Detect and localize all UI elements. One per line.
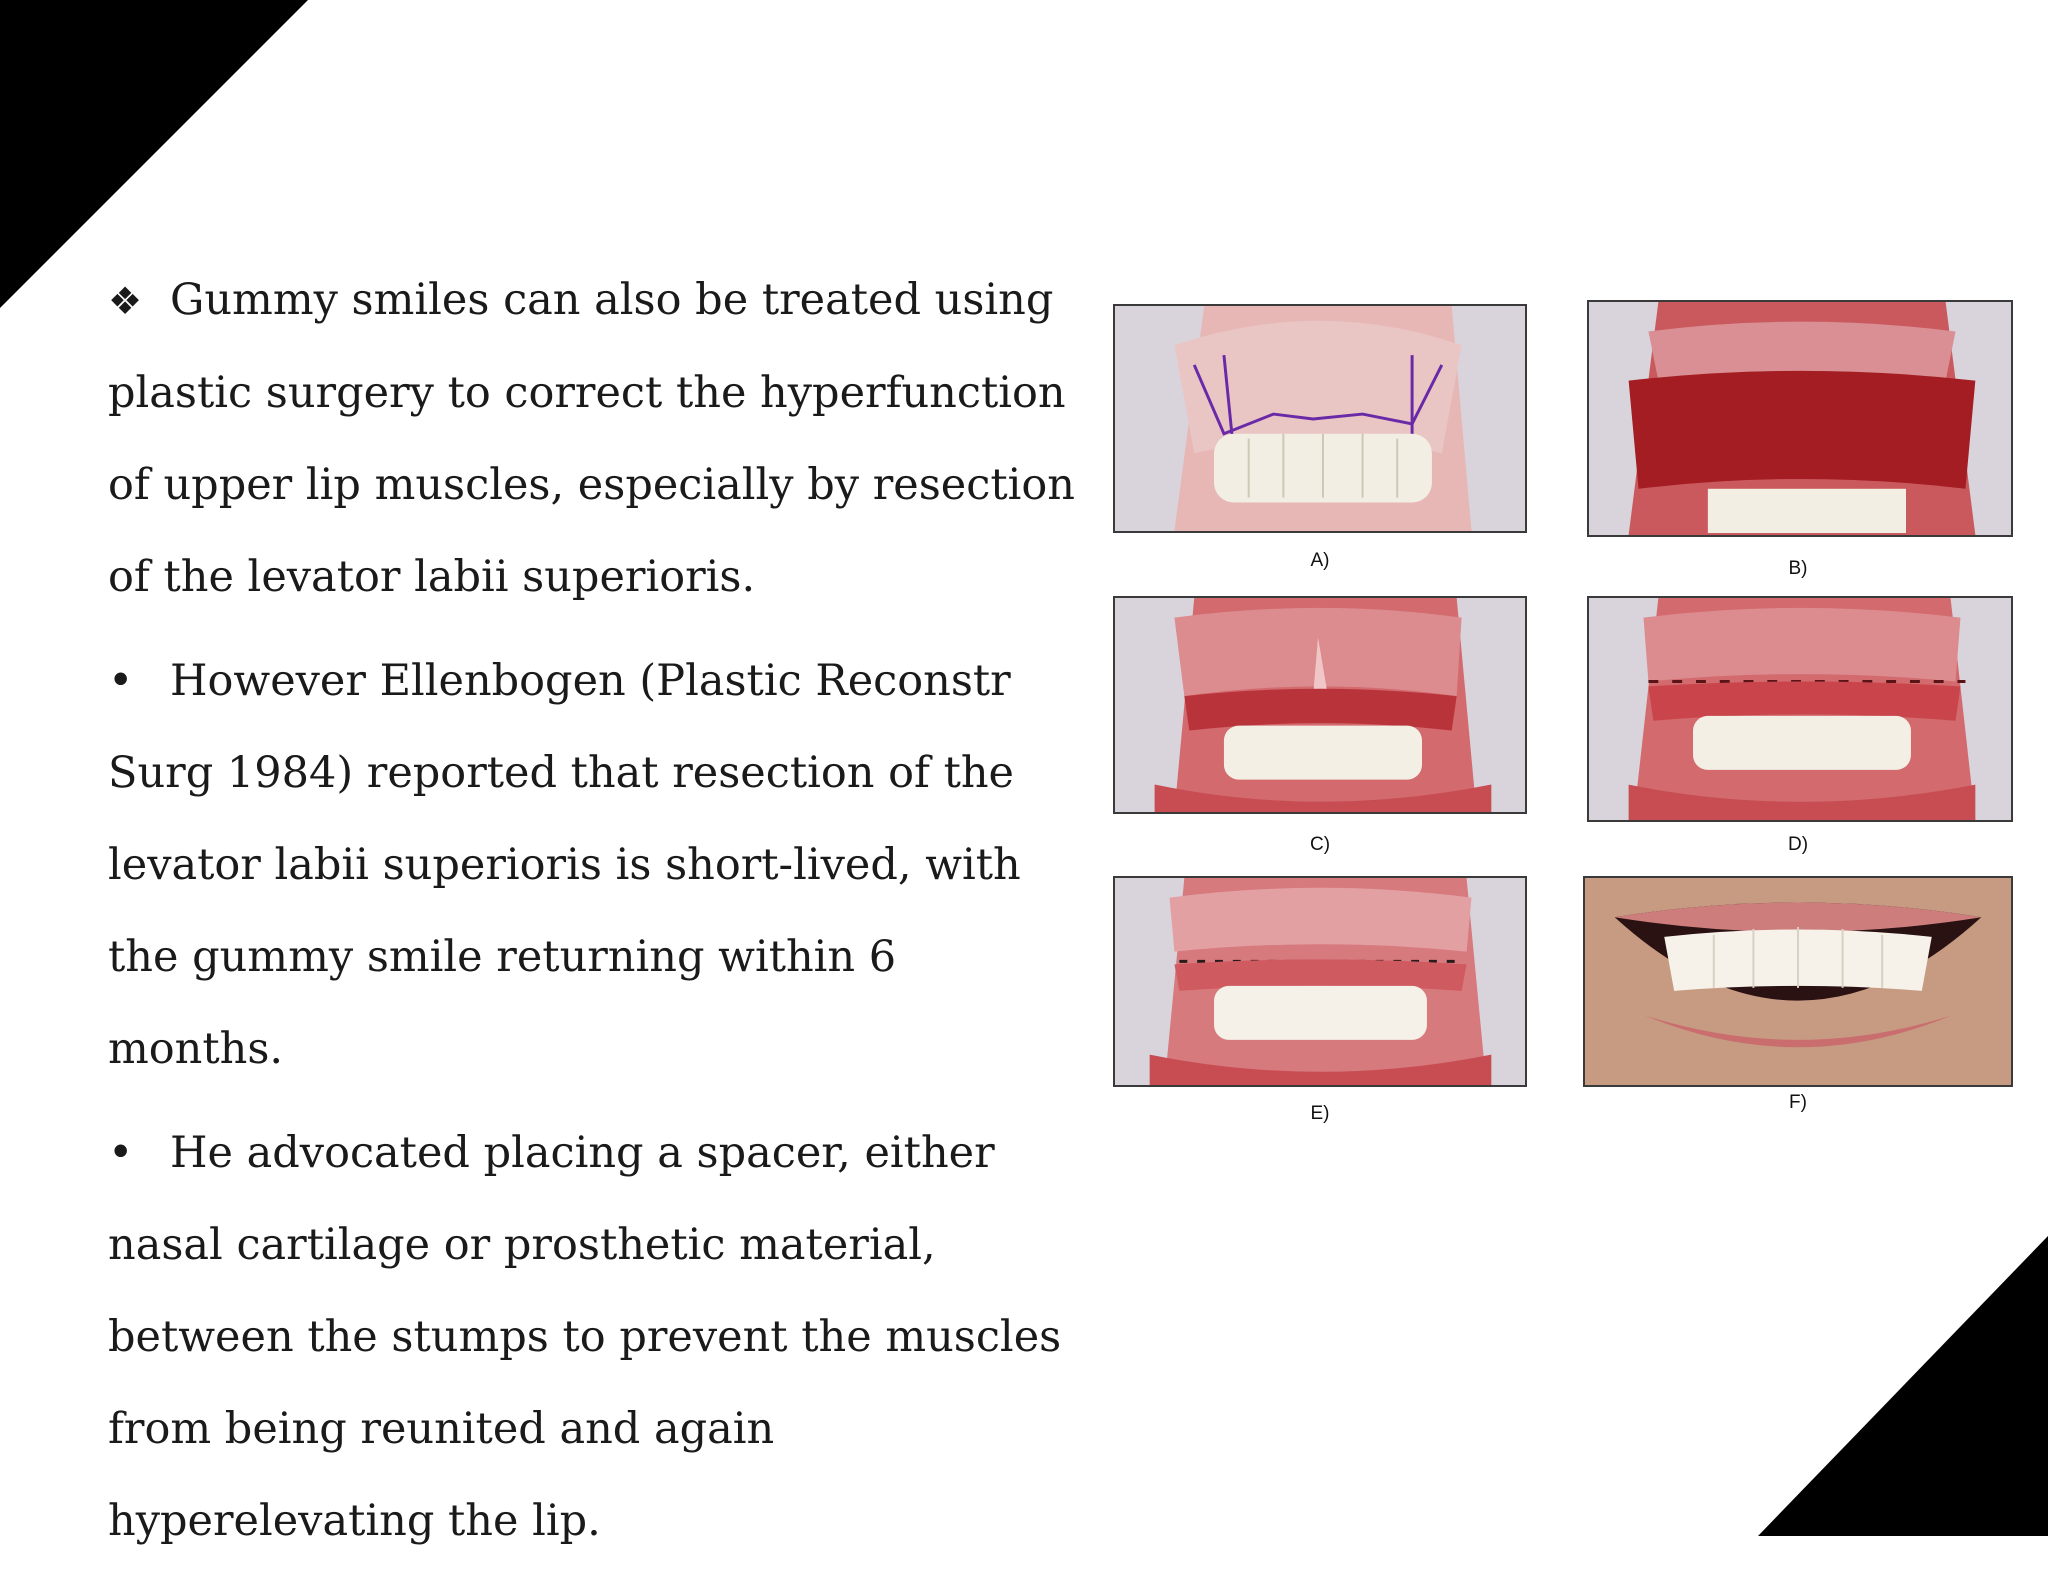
figure-label-b: B): [1788, 558, 1808, 579]
surgery-photo-e: [1113, 876, 1527, 1087]
paragraph-1-text: Gummy smiles can also be treated using plastic surgery to correct the hyperfunction of upper lip muscles, especially by resection of the levator labii superioris.: [108, 275, 1075, 602]
paragraph-2-text: However Ellenbogen (Plastic Reconstr Surg 1984) reported that resection of the levator labii superioris is short-lived, with the gummy smile returning within 6 months.: [108, 656, 1021, 1074]
surgery-photo-b: [1587, 300, 2013, 537]
surgery-photo-a: [1113, 304, 1527, 533]
slide-text: [108, 254, 1078, 1579]
corner-decoration-bottom-right: [1758, 1236, 2048, 1536]
figure-label-f: F): [1789, 1092, 1807, 1113]
surgery-photo-f: [1583, 876, 2013, 1087]
bullet-icon: •: [108, 1128, 134, 1178]
figure-label-a: A): [1310, 550, 1330, 571]
surgery-photo-d: [1587, 596, 2013, 822]
figure-label-c: C): [1309, 834, 1331, 855]
diamond-bullet-icon: ❖: [108, 279, 143, 323]
figure-label-e: E): [1310, 1103, 1330, 1124]
paragraph-3-text: He advocated placing a spacer, either nasal cartilage or prosthetic material, between the stumps to prevent the muscles from being reunited and again hyperelevating the lip.: [108, 1128, 1062, 1546]
paragraph-1: [108, 254, 1078, 623]
surgery-photo-c: [1113, 596, 1527, 814]
figure-label-d: D): [1787, 834, 1809, 855]
paragraph-2: [108, 635, 1078, 1095]
bullet-icon: •: [108, 656, 134, 706]
paragraph-3: [108, 1107, 1078, 1567]
